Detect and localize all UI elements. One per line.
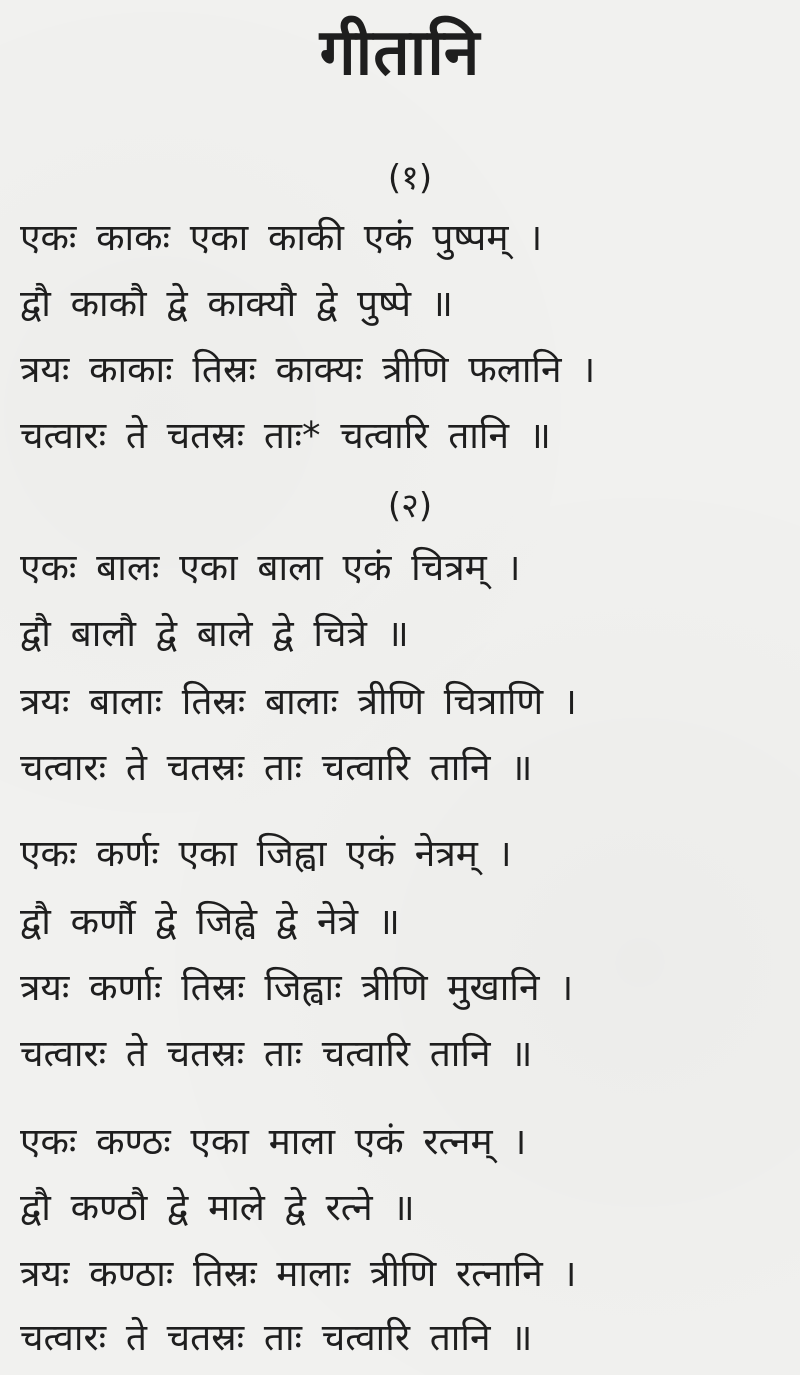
verse-line: चत्वारः ते चतस्रः ताः* चत्वारि तानि ॥ [20,414,551,457]
verse-line: चत्वारः ते चतस्रः ताः चत्वारि तानि ॥ [20,1032,533,1075]
verse-line: चत्वारः ते चतस्रः ताः चत्वारि तानि ॥ [20,746,533,789]
stanza-number: (२) [387,486,433,526]
verse-line: त्रयः कर्णाः तिस्रः जिह्वाः त्रीणि मुखानि । [20,966,574,1009]
page-title: गीतानि [319,16,481,90]
verse-line: त्रयः कण्ठाः तिस्रः मालाः त्रीणि रत्नानि । [20,1252,577,1295]
verse-line: द्वौ बालौ द्वे बाले द्वे चित्रे ॥ [20,612,409,655]
verse-line: चत्वारः ते चतस्रः ताः चत्वारि तानि ॥ [20,1316,533,1359]
verse-line: द्वौ काकौ द्वे काक्यौ द्वे पुष्पे ॥ [20,282,453,325]
stanza-number: (१) [387,158,433,198]
verse-line: एकः बालः एका बाला एकं चित्रम् । [20,546,521,589]
verse-line: द्वौ कर्णौ द्वे जिह्वे द्वे नेत्रे ॥ [20,900,400,943]
verse-line: द्वौ कण्ठौ द्वे माले द्वे रत्ने ॥ [20,1186,415,1229]
verse-line: त्रयः बालाः तिस्रः बालाः त्रीणि चित्राणि । [20,680,577,723]
verse-line: एकः कण्ठः एका माला एकं रत्नम् । [20,1120,527,1163]
verse-line: एकः कर्णः एका जिह्वा एकं नेत्रम् । [20,832,512,875]
verse-line: त्रयः काकाः तिस्रः काक्यः त्रीणि फलानि । [20,348,596,391]
verse-line: एकः काकः एका काकी एकं पुष्पम् । [20,216,543,259]
